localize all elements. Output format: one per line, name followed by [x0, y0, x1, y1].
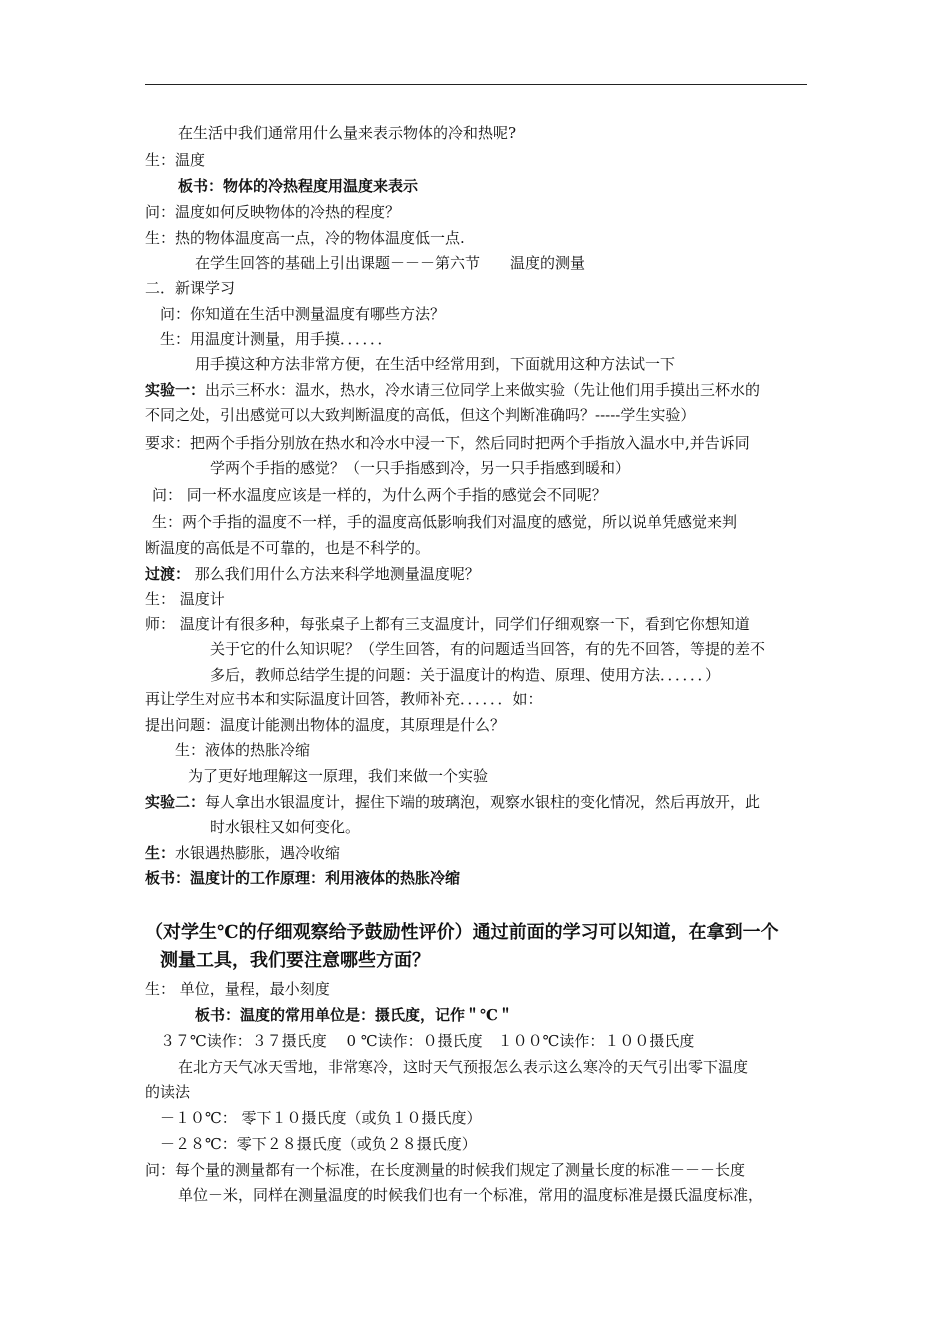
- line-15: 问： 同一杯水温度应该是一样的，为什么两个手指的感觉会不同呢？: [152, 486, 607, 504]
- line-18-text: 那么我们用什么方法来科学地测量温度呢？: [190, 565, 480, 583]
- student-label: 生：: [145, 844, 176, 862]
- line-41: 单位－米，同样在测量温度的时候我们也有一个标准，常用的温度标准是摄氏温度标准，: [178, 1186, 764, 1204]
- experiment-1-label: 实验一：: [145, 381, 206, 399]
- line-2: 生：温度: [145, 151, 206, 169]
- line-27-text: 每人拿出水银温度计，握住下端的玻璃泡，观察水银柱的变化情况，然后再放开，此: [205, 793, 761, 811]
- line-22: 多后，教师总结学生提的问题：关于温度计的构造、原理、使用方法．．．．．．）: [210, 666, 721, 684]
- line-24: 提出问题：温度计能测出物体的温度，其原理是什么？: [145, 716, 506, 734]
- experiment-2-label: 实验二：: [145, 793, 206, 811]
- line-6: 在学生回答的基础上引出课题－－－第六节 温度的测量: [195, 254, 586, 272]
- line-38: －１０℃： 零下１０摄氏度（或负１０摄氏度）: [160, 1109, 482, 1127]
- line-35: ３７℃读作：３７摄氏度 0 ℃读作：０摄氏度 １００℃读作：１００摄氏度: [160, 1032, 695, 1050]
- line-39: －２８℃：零下２８摄氏度（或负２８摄氏度）: [160, 1135, 477, 1153]
- line-16: 生：两个手指的温度不一样，手的温度高低影响我们对温度的感觉，所以说单凭感觉来判: [152, 513, 738, 531]
- line-20: 师： 温度计有很多种，每张桌子上都有三支温度计，同学们仔细观察一下，看到它你想知道: [145, 615, 750, 633]
- line-28: 时水银柱又如何变化。: [210, 818, 361, 836]
- line-33: 生： 单位，量程，最小刻度: [145, 980, 330, 998]
- line-29-text: 水银遇热膨胀，遇冷收缩: [175, 844, 341, 862]
- line-18: [145, 565, 480, 583]
- line-36: 在北方天气冰天雪地，非常寒冷，这时天气预报怎么表示这么寒冷的天气引出零下温度: [178, 1058, 749, 1076]
- line-19: 生： 温度计: [145, 590, 225, 608]
- line-25: 生：液体的热胀冷缩: [175, 741, 311, 759]
- line-7: 二．新课学习: [145, 279, 236, 297]
- line-29: [145, 844, 340, 862]
- line-37: 的读法: [145, 1083, 191, 1101]
- line-17: 断温度的高低是不可靠的，也是不科学的。: [145, 539, 431, 557]
- line-11: [145, 381, 760, 399]
- line-4: 问：温度如何反映物体的冷热的程度？: [145, 203, 401, 221]
- line-8: 问：你知道在生活中测量温度有哪些方法？: [160, 305, 446, 323]
- line-12: 不同之处，引出感觉可以大致判断温度的高低，但这个判断准确吗？-----学生实验）: [145, 406, 696, 424]
- line-5: 生：热的物体温度高一点，冷的物体温度低一点.: [145, 229, 465, 247]
- line-27: [145, 793, 760, 811]
- line-14: 学两个手指的感觉？（一只手指感到冷，另一只手指感到暖和）: [210, 459, 631, 477]
- line-32: 测量工具，我们要注意哪些方面？: [160, 950, 430, 971]
- line-3: 板书：物体的冷热程度用温度来表示: [178, 177, 419, 195]
- line-9: 生：用温度计测量，用手摸．．．．．．: [160, 330, 393, 348]
- transition-label: 过渡：: [145, 565, 191, 583]
- line-31: （对学生℃的仔细观察给予鼓励性评价）通过前面的学习可以知道，在拿到一个: [145, 922, 779, 943]
- line-13: 要求：把两个手指分别放在热水和冷水中浸一下，然后同时把两个手指放入温水中,并告诉同: [145, 434, 750, 452]
- header-rule: [145, 84, 807, 85]
- line-26: 为了更好地理解这一原理，我们来做一个实验: [188, 767, 489, 785]
- line-11-text: 出示三杯水：温水，热水，冷水请三位同学上来做实验（先让他们用手摸出三杯水的: [205, 381, 761, 399]
- line-23: 再让学生对应书本和实际温度计回答，教师补充．．．．．．如：: [145, 690, 543, 708]
- line-1: 在生活中我们通常用什么量来表示物体的冷和热呢?: [178, 124, 517, 142]
- line-34: 板书：温度的常用单位是：摄氏度，记作＂℃＂: [195, 1006, 513, 1024]
- line-10: 用手摸这种方法非常方便，在生活中经常用到，下面就用这种方法试一下: [195, 355, 676, 373]
- line-40: 问：每个量的测量都有一个标准，在长度测量的时候我们规定了测量长度的标准－－－长度: [145, 1161, 746, 1179]
- line-21: 关于它的什么知识呢？（学生回答，有的问题适当回答，有的先不回答，等提的差不: [210, 640, 766, 658]
- line-30: 板书：温度计的工作原理：利用液体的热胀冷缩: [145, 869, 461, 887]
